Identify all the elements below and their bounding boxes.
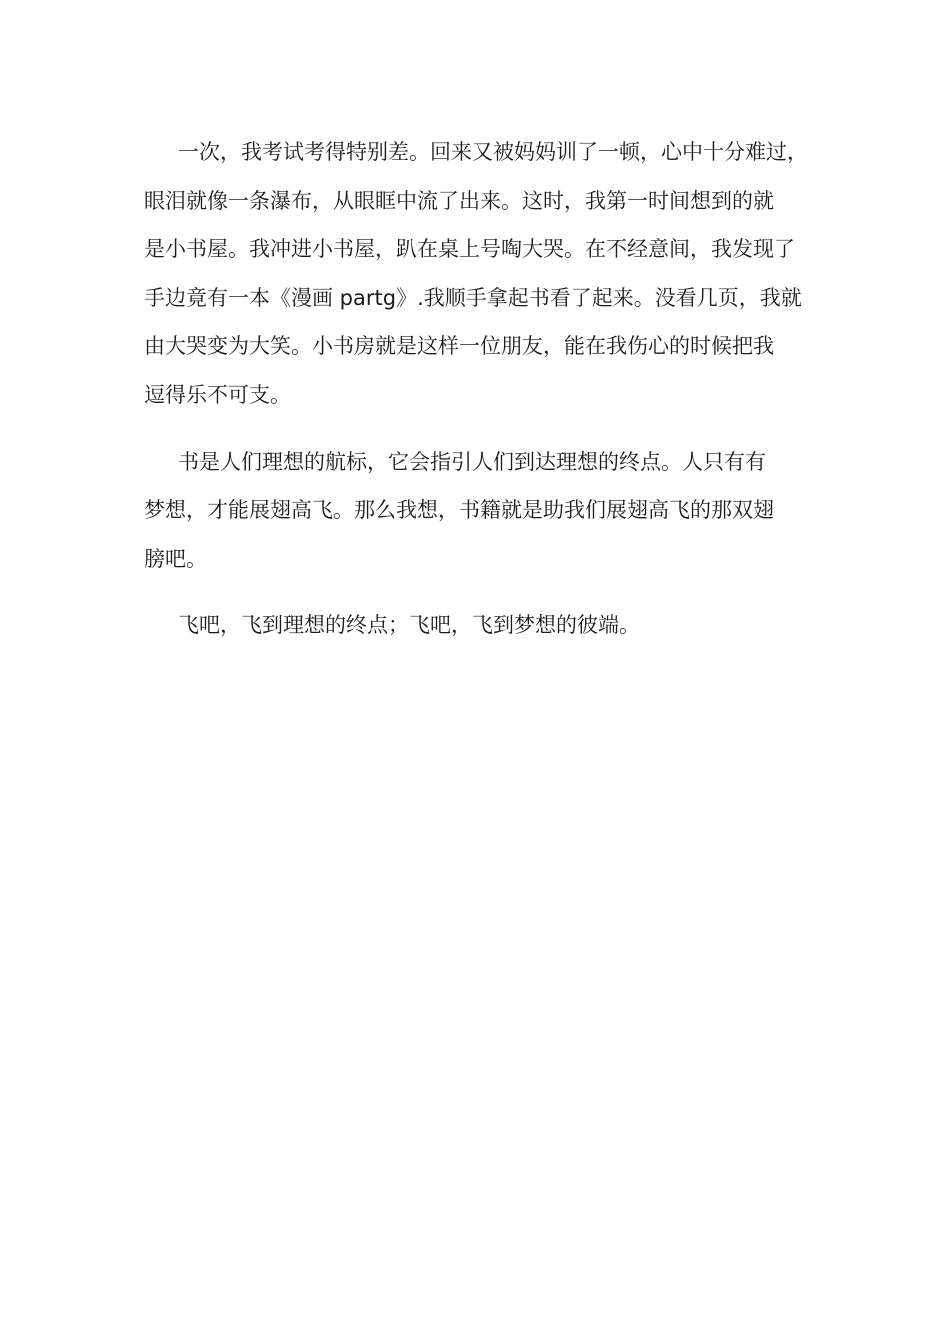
paragraph-1 (144, 128, 812, 420)
paragraph-2 (144, 438, 812, 584)
paragraph-line: 眼泪就像一条瀑布，从眼眶中流了出来。这时，我第一时间想到的就 (144, 188, 774, 213)
paragraph-line: 手边竟有一本《漫画 partg》.我顺手拿起书看了起来。没看几页，我就 (144, 285, 802, 310)
paragraph-line: 梦想，才能展翅高飞。那么我想，书籍就是助我们展翅高飞的那双翅 (144, 498, 774, 523)
paragraph-line: 由大哭变为大笑。小书房就是这样一位朋友，能在我伤心的时候把我 (144, 334, 774, 359)
paragraph-line: 飞吧，飞到理想的终点；飞吧，飞到梦想的彼端。 (178, 613, 640, 638)
document-body (144, 128, 812, 650)
paragraph-line: 膀吧。 (144, 546, 207, 571)
paragraph-line: 逗得乐不可支。 (144, 382, 291, 407)
paragraph-line: 书是人们理想的航标，它会指引人们到达理想的终点。人只有有 (178, 449, 766, 474)
paragraph-line: 是小书屋。我冲进小书屋，趴在桌上号啕大哭。在不经意间，我发现了 (144, 237, 795, 262)
paragraph-3 (144, 601, 812, 650)
paragraph-line: 一次，我考试考得特别差。回来又被妈妈训了一顿，心中十分难过， (178, 140, 808, 164)
